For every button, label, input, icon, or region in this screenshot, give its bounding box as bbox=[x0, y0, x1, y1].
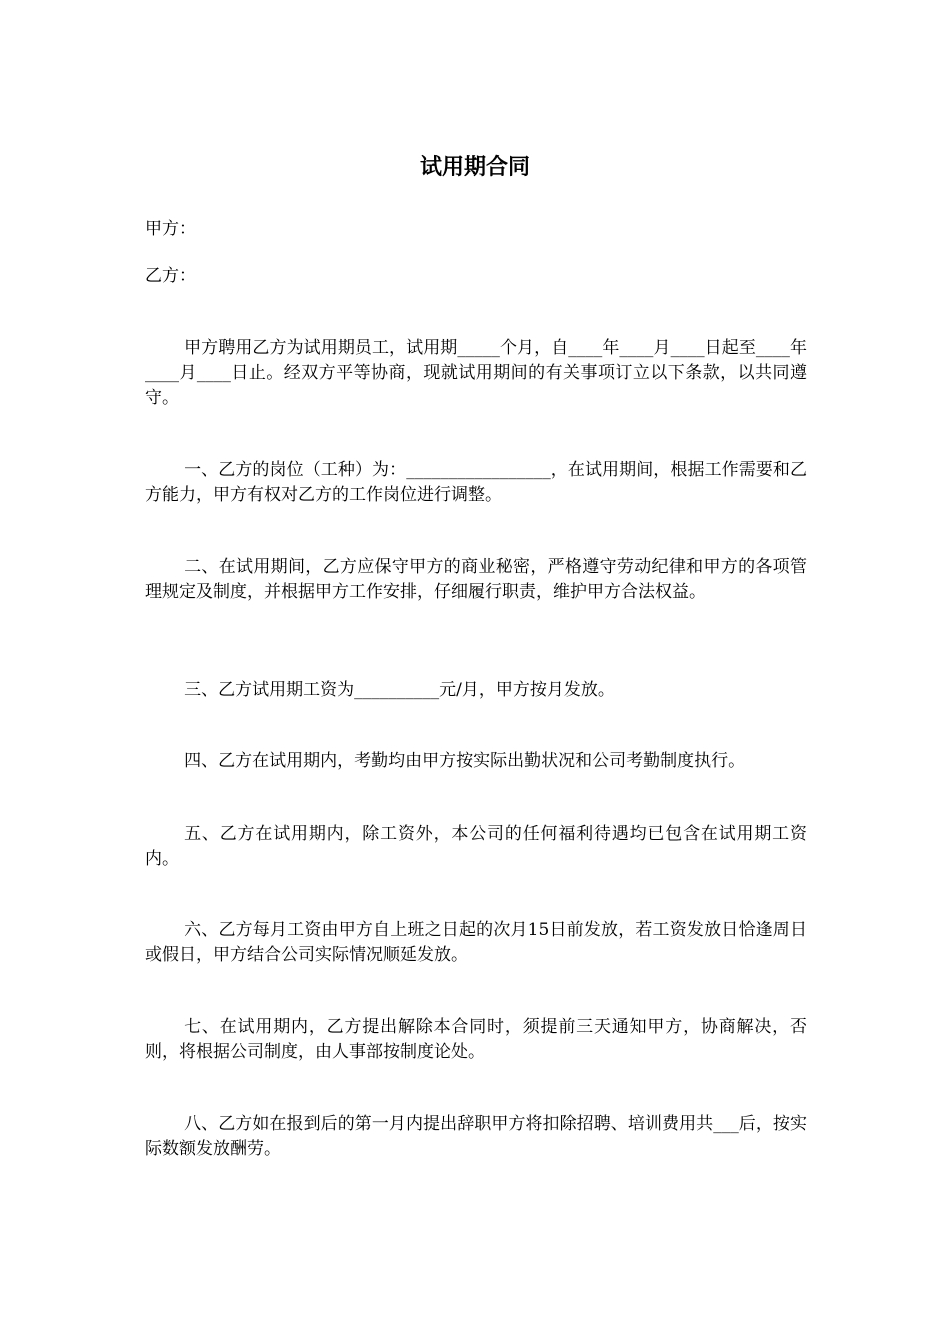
document-title: 试用期合同 bbox=[419, 155, 530, 180]
clause-6: 六、乙方每月工资由甲方自上班之日起的次月15日前发放，若工资发放日恰逢周日或假日，甲方结合公司实际情况顺延发放。 bbox=[145, 920, 807, 965]
clause-2: 二、在试用期间，乙方应保守甲方的商业秘密，严格遵守劳动纪律和甲方的各项管理规定及制度，并根据甲方工作安排，仔细履行职责，维护甲方合法权益。 bbox=[145, 557, 807, 602]
intro-paragraph: 甲方聘用乙方为试用期员工，试用期_____个月，自____年____月____日起至____年____月____日止。经双方平等协商，现就试用期间的有关事项订立以下条款，以共同遵守。 bbox=[145, 338, 807, 408]
clause-7: 七、在试用期内，乙方提出解除本合同时，须提前三天通知甲方，协商解决，否则，将根据公司制度，由人事部按制度论处。 bbox=[145, 1017, 807, 1062]
clause-1: 一、乙方的岗位（工种）为：_________________，在试用期间，根据工作需要和乙方能力，甲方有权对乙方的工作岗位进行调整。 bbox=[145, 460, 807, 505]
party-b-label: 乙方： bbox=[145, 266, 196, 286]
clause-8: 八、乙方如在报到后的第一月内提出辞职甲方将扣除招聘、培训费用共___后，按实际数额发放酬劳。 bbox=[145, 1114, 807, 1159]
clause-5: 五、乙方在试用期内，除工资外，本公司的任何福利待遇均已包含在试用期工资内。 bbox=[145, 824, 807, 869]
party-a-label: 甲方： bbox=[145, 219, 196, 239]
clause-4: 四、乙方在试用期内，考勤均由甲方按实际出勤状况和公司考勤制度执行。 bbox=[184, 751, 746, 771]
clause-3: 三、乙方试用期工资为__________元/月，甲方按月发放。 bbox=[184, 680, 615, 700]
